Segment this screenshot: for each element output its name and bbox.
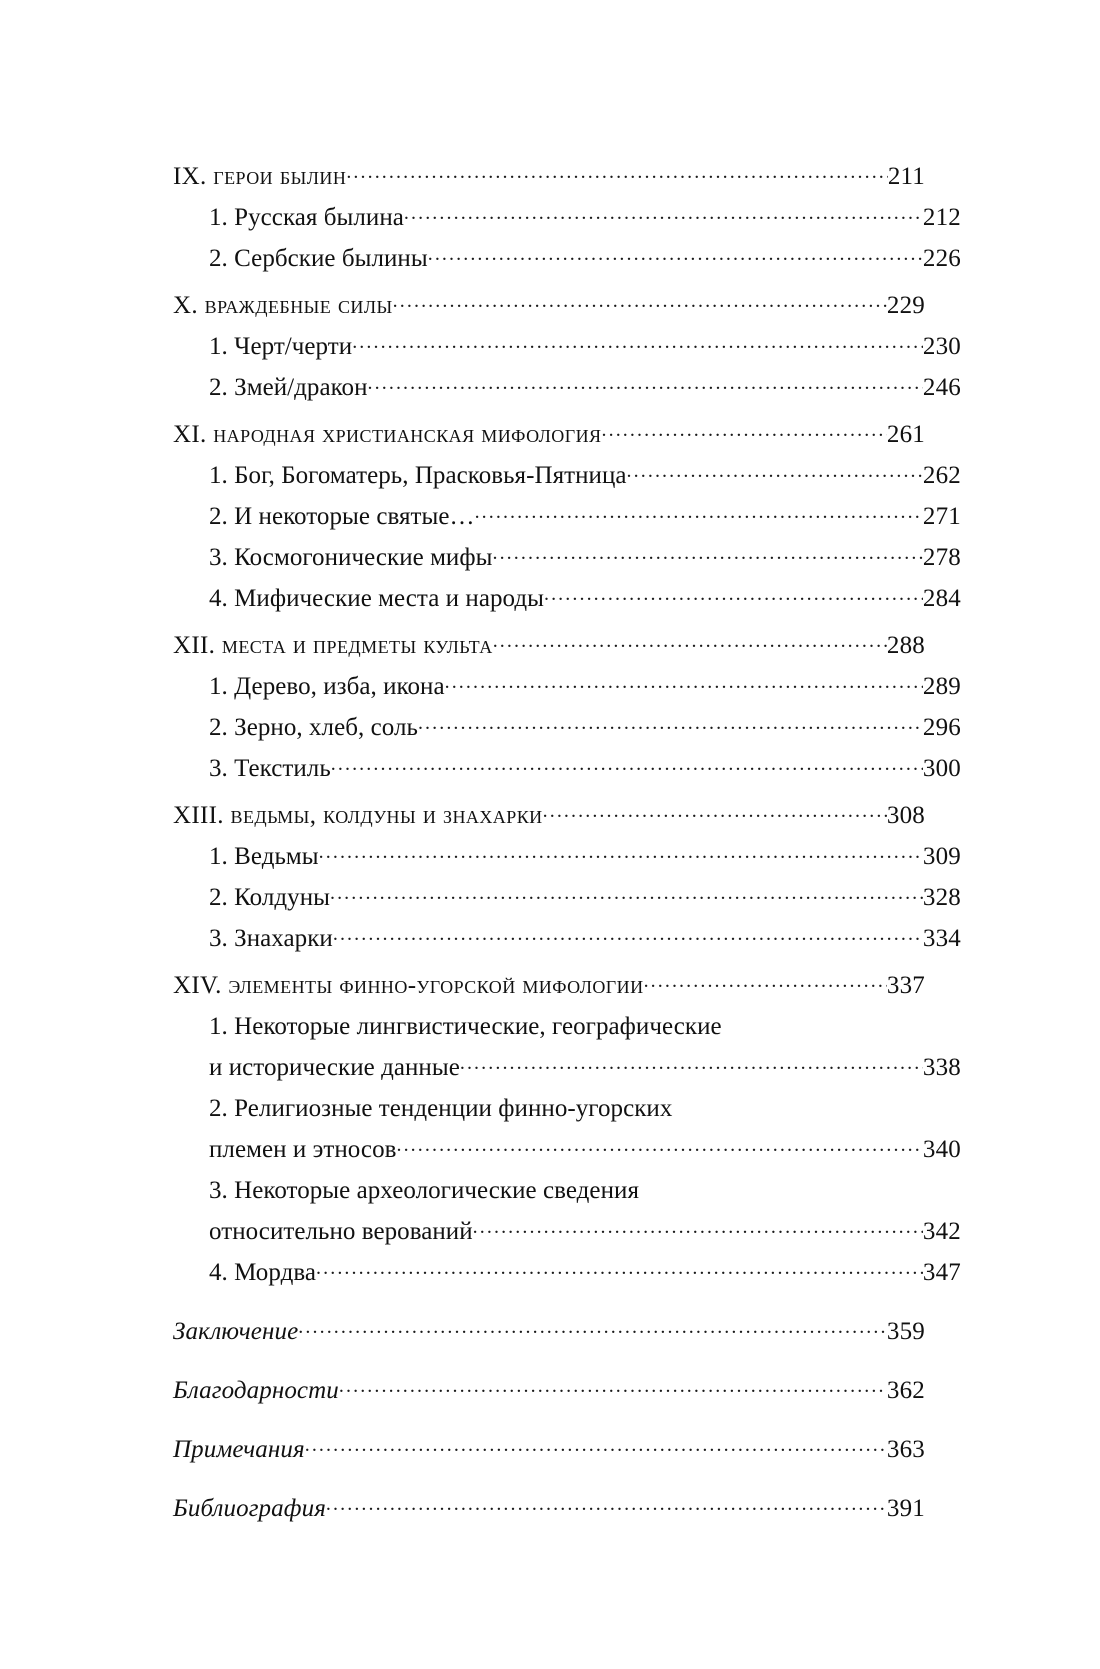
toc-entry-title: 2. Змей/дракон (209, 374, 368, 401)
toc-entry-title: Библиография (173, 1495, 326, 1522)
dot-leader (393, 297, 887, 313)
toc-entry-title: 3. Знахарки (209, 925, 333, 952)
toc-entry-title: 4. Мордва (209, 1259, 317, 1286)
toc-page-number: 328 (922, 884, 961, 911)
toc-entry[interactable] (173, 673, 961, 701)
toc-page-number: 226 (922, 245, 961, 272)
toc-entry[interactable] (173, 884, 961, 912)
toc-entry[interactable] (173, 972, 925, 1000)
toc-entry[interactable] (173, 503, 961, 531)
toc-entry-title (173, 163, 346, 191)
toc-entry-title (173, 632, 493, 660)
toc-chapter-title: места и предметы культа (221, 632, 493, 659)
toc-entry[interactable] (173, 843, 961, 871)
toc-entry[interactable] (173, 204, 961, 232)
toc-entry[interactable] (173, 292, 925, 320)
toc-entry[interactable] (173, 632, 925, 660)
toc-entry[interactable] (173, 755, 961, 783)
toc-entry-title: Заключение (173, 1318, 299, 1345)
toc-page-number: 309 (922, 843, 961, 870)
toc-entry[interactable] (173, 544, 961, 572)
toc-entry-title (173, 292, 393, 320)
toc-page-number: 230 (922, 333, 961, 360)
dot-leader (493, 637, 887, 653)
toc-page-number: 262 (922, 462, 961, 489)
toc-page-number: 347 (922, 1259, 961, 1286)
toc-entry-title: 1. Бог, Богоматерь, Прасковья-Пятница (209, 462, 627, 489)
toc-entry-title: 1. Ведьмы (209, 843, 319, 870)
toc-entry[interactable] (173, 1377, 925, 1405)
dot-leader (305, 1441, 887, 1457)
toc-entry-title (173, 972, 644, 1000)
toc-chapter-numeral: XIII. (173, 802, 224, 829)
toc-entry[interactable] (173, 333, 961, 361)
toc-page-number: 362 (886, 1377, 925, 1404)
toc-page-number: 338 (922, 1054, 961, 1081)
toc-page-number: 284 (922, 585, 961, 612)
dot-leader (492, 549, 922, 565)
toc-entry-title-line1: 1. Некоторые лингвистические, географические (209, 1013, 722, 1040)
toc-entry[interactable] (173, 374, 961, 402)
toc-entry-title (173, 802, 543, 830)
toc-page-number: 289 (922, 673, 961, 700)
toc-entry-title: 1. Черт/черти (209, 333, 353, 360)
dot-leader (473, 1223, 923, 1239)
toc-page-number: 212 (922, 204, 961, 231)
toc-entry-title (173, 421, 602, 449)
toc-entry[interactable] (173, 585, 961, 613)
numeral-spacer (198, 292, 205, 319)
toc-entry-title: 4. Мифические места и народы (209, 585, 544, 612)
toc-entry-line2 (173, 1136, 961, 1164)
toc-page-number: 334 (922, 925, 961, 952)
toc-entry[interactable] (173, 163, 925, 191)
toc-entry-title: 2. Зерно, хлеб, соль (209, 714, 418, 741)
toc-chapter-numeral: X. (173, 292, 198, 319)
dot-leader (544, 590, 923, 606)
toc-chapter-title: ведьмы, колдуны и знахарки (230, 802, 543, 829)
toc-page-number: 363 (886, 1436, 925, 1463)
toc-entry[interactable] (173, 1013, 961, 1082)
dot-leader (460, 1059, 923, 1075)
toc-entry-title: 2. Сербские былины (209, 245, 428, 272)
dot-leader (404, 209, 923, 225)
toc-chapter-numeral: XI. (173, 421, 207, 448)
dot-leader (316, 1264, 923, 1280)
toc-entry-title: 3. Текстиль (209, 755, 331, 782)
dot-leader (543, 807, 887, 823)
toc-entry[interactable] (173, 1318, 925, 1346)
toc-page-number: 391 (886, 1495, 925, 1522)
dot-leader (319, 848, 923, 864)
toc-page-number: 211 (887, 163, 925, 190)
dot-leader (330, 889, 923, 905)
dot-leader (326, 1500, 887, 1516)
dot-leader (644, 977, 887, 993)
dot-leader (333, 930, 923, 946)
toc-entry-list (173, 163, 961, 1523)
numeral-spacer (215, 632, 222, 659)
toc-chapter-title: герои былин (213, 163, 347, 190)
toc-entry-line2 (173, 1218, 961, 1246)
toc-chapter-title: враждебные силы (204, 292, 393, 319)
dot-leader (298, 1323, 887, 1339)
dot-leader (352, 338, 923, 354)
toc-page-number: 229 (886, 292, 925, 319)
toc-entry-title: 2. Колдуны (209, 884, 330, 911)
dot-leader (475, 508, 923, 524)
toc-entry-title: 3. Космогонические мифы (209, 544, 493, 571)
toc-entry[interactable] (173, 421, 925, 449)
toc-page-number: 300 (922, 755, 961, 782)
toc-entry-title: Примечания (173, 1436, 305, 1463)
dot-leader (445, 678, 923, 694)
toc-entry[interactable] (173, 1259, 961, 1287)
dot-leader (602, 426, 887, 442)
toc-chapter-title: элементы финно-угорской мифологии (228, 972, 644, 999)
toc-entry-line2 (173, 1054, 961, 1082)
toc-chapter-numeral: IX. (173, 163, 207, 190)
toc-entry[interactable] (173, 1436, 925, 1464)
toc-page-number: 261 (886, 421, 925, 448)
toc-entry[interactable] (173, 1095, 961, 1164)
toc-page-number: 308 (886, 802, 925, 829)
toc-entry[interactable] (173, 925, 961, 953)
toc-page-number: 296 (922, 714, 961, 741)
dot-leader (346, 168, 888, 184)
dot-leader (428, 250, 923, 266)
toc-page-number: 278 (922, 544, 961, 571)
dot-leader (418, 719, 923, 735)
toc-chapter-numeral: XIV. (173, 972, 222, 999)
toc-entry[interactable] (173, 1177, 961, 1246)
toc-chapter-numeral: XII. (173, 632, 216, 659)
toc-entry-title-line1: 3. Некоторые археологические сведения (209, 1177, 639, 1204)
toc-page-number: 271 (922, 503, 961, 530)
toc-entry[interactable] (173, 462, 961, 490)
toc-entry[interactable] (173, 1495, 925, 1523)
toc-entry[interactable] (173, 802, 925, 830)
toc-entry-title: 1. Дерево, изба, икона (209, 673, 445, 700)
dot-leader (331, 760, 923, 776)
toc-entry-title: относительно верований (209, 1218, 473, 1245)
dot-leader (627, 467, 923, 483)
toc-page-number: 337 (886, 972, 925, 999)
toc-entry-title: 1. Русская былина (209, 204, 404, 231)
toc-page-number: 359 (886, 1318, 925, 1345)
toc-entry-title-line1: 2. Религиозные тенденции финно-угорских (209, 1095, 673, 1122)
toc-entry[interactable] (173, 714, 961, 742)
toc-entry-title: 2. И некоторые святые… (209, 503, 475, 530)
toc-page-number: 342 (922, 1218, 961, 1245)
toc-chapter-title: народная христианская мифология (213, 421, 602, 448)
toc-entry-title: Благодарности (173, 1377, 339, 1404)
toc-page-number: 246 (922, 374, 961, 401)
dot-leader (368, 379, 923, 395)
dot-leader (339, 1382, 887, 1398)
toc-entry-title: и исторические данные (209, 1054, 460, 1081)
toc-page-number: 288 (886, 632, 925, 659)
toc-page-number: 340 (922, 1136, 961, 1163)
toc-entry-title: племен и этносов (209, 1136, 397, 1163)
dot-leader (396, 1141, 922, 1157)
toc-entry[interactable] (173, 245, 961, 273)
